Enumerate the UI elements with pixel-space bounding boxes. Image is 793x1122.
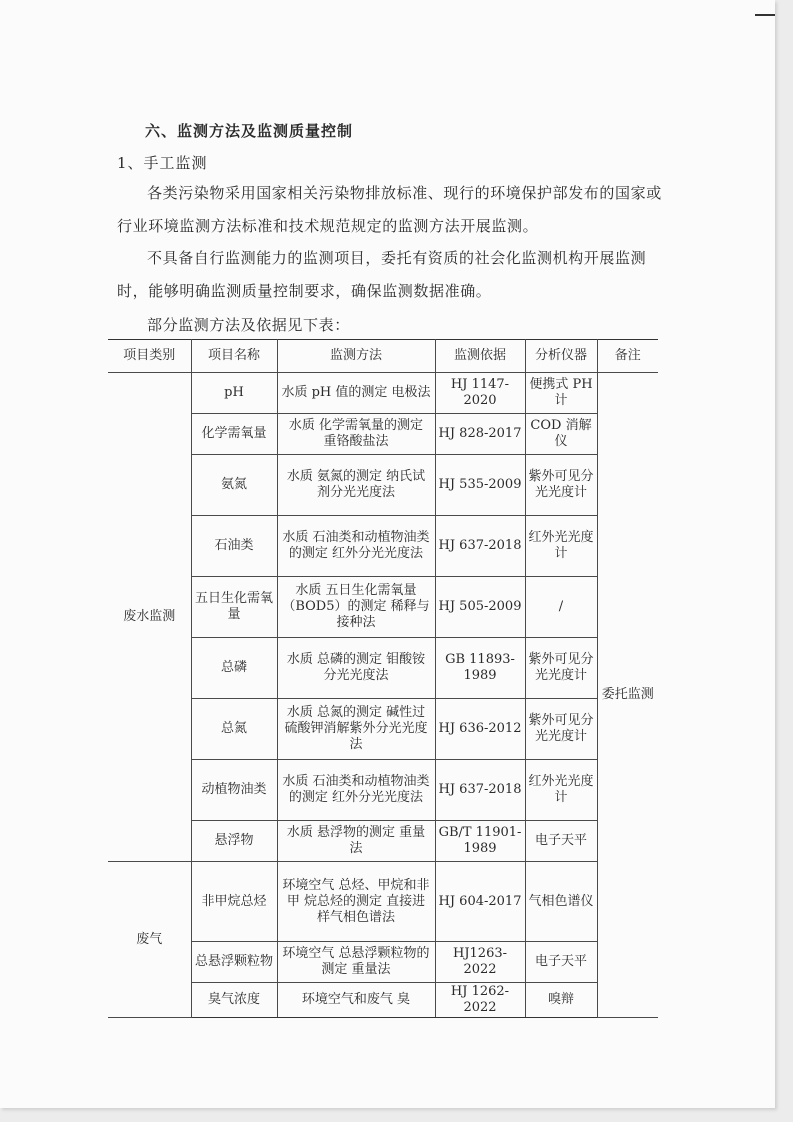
table-row: [108, 638, 658, 699]
basis-cell: HJ 637-2018: [435, 516, 525, 577]
category-cell-exhaust-gas: 废气: [108, 862, 191, 1018]
table-row: [108, 983, 658, 1018]
table-row: [108, 760, 658, 821]
section-heading: 六、监测方法及监测质量控制: [145, 122, 354, 140]
header-method: 监测方法: [277, 340, 435, 373]
basis-cell: HJ 535-2009: [435, 455, 525, 516]
basis-cell: HJ 1147-2020: [435, 373, 525, 414]
instrument-cell: /: [525, 577, 597, 638]
header-basis: 监测依据: [435, 340, 525, 373]
method-cell: 环境空气和废气 臭: [277, 983, 435, 1018]
remark-cell: 委托监测: [597, 373, 658, 1018]
table-row: [108, 455, 658, 516]
subsection-heading: 1、手工监测: [117, 154, 208, 172]
instrument-cell: 红外光光度计: [525, 760, 597, 821]
item-name-cell: 悬浮物: [191, 821, 277, 862]
method-cell: 水质 化学需氧量的测定 重铬酸盐法: [277, 414, 435, 455]
header-instrument: 分析仪器: [525, 340, 597, 373]
item-name-cell: 氨氮: [191, 455, 277, 516]
item-name-cell: 非甲烷总烃: [191, 862, 277, 942]
table-caption: 部分监测方法及依据见下表：: [147, 316, 350, 334]
item-name-cell: 动植物油类: [191, 760, 277, 821]
table-row: [108, 821, 658, 862]
instrument-cell: 紫外可见分光光度计: [525, 455, 597, 516]
instrument-cell: 电子天平: [525, 821, 597, 862]
basis-cell: HJ 828-2017: [435, 414, 525, 455]
item-name-cell: 臭气浓度: [191, 983, 277, 1018]
method-cell: 水质 总氮的测定 碱性过硫酸钾消解紫外分光光度法: [277, 699, 435, 760]
header-category: 项目类别: [108, 340, 191, 373]
basis-cell: GB/T 11901-1989: [435, 821, 525, 862]
method-cell: 水质 氨氮的测定 纳氏试剂分光光度法: [277, 455, 435, 516]
paragraph-outsourcing: 不具备自行监测能力的监测项目，委托有资质的社会化监测机构开展监测时，能够明确监测质量控制要求，确保监测数据准确。: [117, 249, 647, 300]
item-name-cell: 五日生化需氧量: [191, 577, 277, 638]
scan-edge-mark: [755, 14, 775, 16]
item-name-cell: 石油类: [191, 516, 277, 577]
method-cell: 水质 pH 值的测定 电极法: [277, 373, 435, 414]
item-name-cell: pH: [191, 373, 277, 414]
item-name-cell: 化学需氧量: [191, 414, 277, 455]
instrument-cell: 便携式 PH 计: [525, 373, 597, 414]
monitoring-methods-table: [108, 339, 658, 1018]
header-item-name: 项目名称: [191, 340, 277, 373]
table-row: [108, 516, 658, 577]
basis-cell: HJ 505-2009: [435, 577, 525, 638]
instrument-cell: COD 消解仪: [525, 414, 597, 455]
category-cell-wastewater: 废水监测: [108, 373, 191, 862]
method-cell: 环境空气 总悬浮颗粒物的测定 重量法: [277, 942, 435, 983]
method-cell: 环境空气 总烃、甲烷和非甲 烷总烃的测定 直接进样气相色谱法: [277, 862, 435, 942]
method-cell: 水质 石油类和动植物油类的测定 红外分光光度法: [277, 760, 435, 821]
item-name-cell: 总悬浮颗粒物: [191, 942, 277, 983]
item-name-cell: 总氮: [191, 699, 277, 760]
table-row: [108, 699, 658, 760]
instrument-cell: 气相色谱仪: [525, 862, 597, 942]
paragraph-standards: 各类污染物采用国家相关污染物排放标准、现行的环境保护部发布的国家或行业环境监测方法标准和技术规范规定的监测方法开展监测。: [117, 184, 662, 235]
table-row: [108, 942, 658, 983]
instrument-cell: 紫外可见分光光度计: [525, 699, 597, 760]
header-remark: 备注: [597, 340, 658, 373]
table-header-row: [108, 340, 658, 373]
basis-cell: HJ 1262-2022: [435, 983, 525, 1018]
table-row: [108, 862, 658, 942]
instrument-cell: 紫外可见分光光度计: [525, 638, 597, 699]
basis-cell: GB 11893-1989: [435, 638, 525, 699]
method-cell: 水质 石油类和动植物油类的测定 红外分光光度法: [277, 516, 435, 577]
instrument-cell: 电子天平: [525, 942, 597, 983]
table-row: [108, 414, 658, 455]
method-cell: 水质 悬浮物的测定 重量法: [277, 821, 435, 862]
method-cell: 水质 总磷的测定 钼酸铵分光光度法: [277, 638, 435, 699]
instrument-cell: 红外光光度计: [525, 516, 597, 577]
method-cell: 水质 五日生化需氧量（BOD5）的测定 稀释与接种法: [277, 577, 435, 638]
basis-cell: HJ 636-2012: [435, 699, 525, 760]
item-name-cell: 总磷: [191, 638, 277, 699]
basis-cell: HJ 637-2018: [435, 760, 525, 821]
table-row: [108, 577, 658, 638]
basis-cell: HJ 604-2017: [435, 862, 525, 942]
instrument-cell: 嗅辩: [525, 983, 597, 1018]
table-row: [108, 373, 658, 414]
basis-cell: HJ1263-2022: [435, 942, 525, 983]
